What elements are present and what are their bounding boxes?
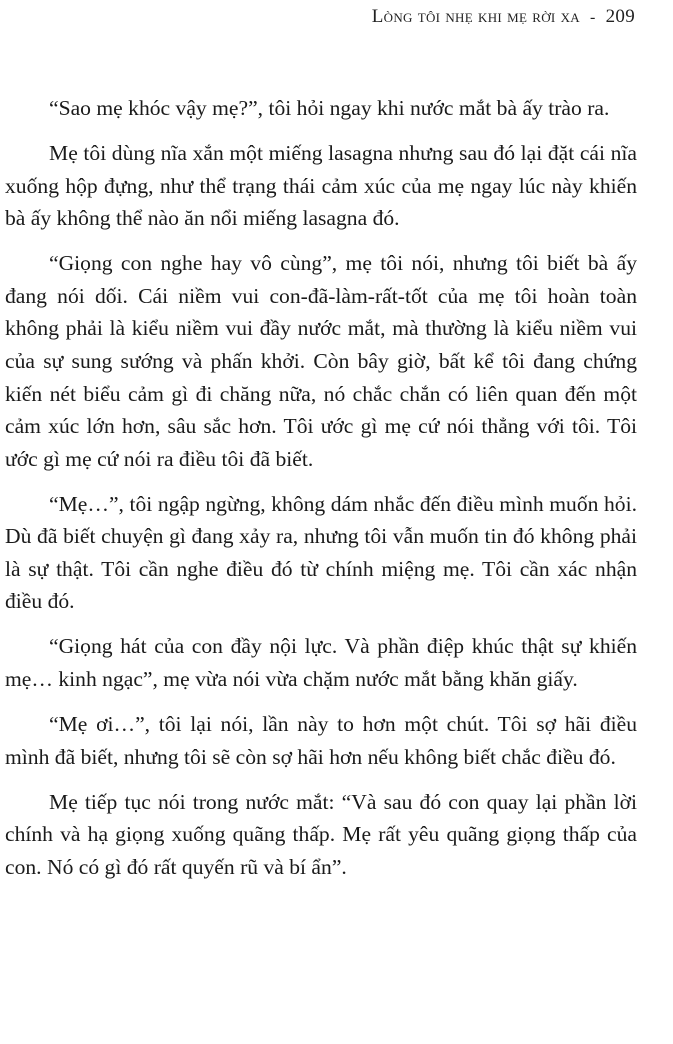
paragraph: “Giọng con nghe hay vô cùng”, mẹ tôi nói, nhưng tôi biết bà ấy đang nói dối. Cái niềm vui con-đã-làm-rất-tốt của mẹ tôi hoàn toàn không phải là kiểu niềm vui đầy nước mắt, mà thường là kiểu niềm vui của sự sung sướng và phấn khởi. Còn bây giờ, bất kể tôi đang chứng kiến nét biểu cảm gì đi chăng nữa, nó chắc chắn có liên quan đến một cảm xúc lớn hơn, sâu sắc hơn. Tôi ước gì mẹ cứ nói thẳng với tôi. Tôi ước gì mẹ cứ nói ra điều tôi đã biết. (5, 251, 637, 471)
running-header (372, 6, 635, 28)
running-header-separator: - (589, 9, 596, 26)
paragraph: “Giọng hát của con đầy nội lực. Và phần điệp khúc thật sự khiến mẹ… kinh ngạc”, mẹ vừa nói vừa chặm nước mắt bằng khăn giấy. (5, 634, 637, 692)
paragraph: “Sao mẹ khóc vậy mẹ?”, tôi hỏi ngay khi nước mắt bà ấy trào ra. (49, 96, 610, 120)
paragraph: “Mẹ…”, tôi ngập ngừng, không dám nhắc đến điều mình muốn hỏi. Dù đã biết chuyện gì đang xảy ra, nhưng tôi vẫn muốn tin đó không phải là sự thật. Tôi cần nghe điều đó từ chính miệng mẹ. Tôi cần xác nhận điều đó. (5, 491, 637, 614)
page-body (5, 92, 637, 883)
paragraph: Mẹ tiếp tục nói trong nước mắt: “Và sau đó con quay lại phần lời chính và hạ giọng xuống quãng thấp. Mẹ rất yêu quãng giọng thấp của con. Nó có gì đó rất quyến rũ và bí ẩn”. (5, 789, 637, 879)
paragraph: Mẹ tôi dùng nĩa xắn một miếng lasagna nhưng sau đó lại đặt cái nĩa xuống hộp đựng, như thể trạng thái cảm xúc của mẹ ngay lúc này khiến bà ấy không thể nào ăn nổi miếng lasagna đó. (5, 140, 637, 231)
page-number: 209 (605, 6, 635, 27)
running-header-title: Lòng tôi nhẹ khi mẹ rời xa (371, 6, 580, 27)
paragraph: “Mẹ ơi…”, tôi lại nói, lần này to hơn một chút. Tôi sợ hãi điều mình đã biết, nhưng tôi sẽ còn sợ hãi hơn nếu không biết chắc điều đó. (5, 712, 637, 769)
